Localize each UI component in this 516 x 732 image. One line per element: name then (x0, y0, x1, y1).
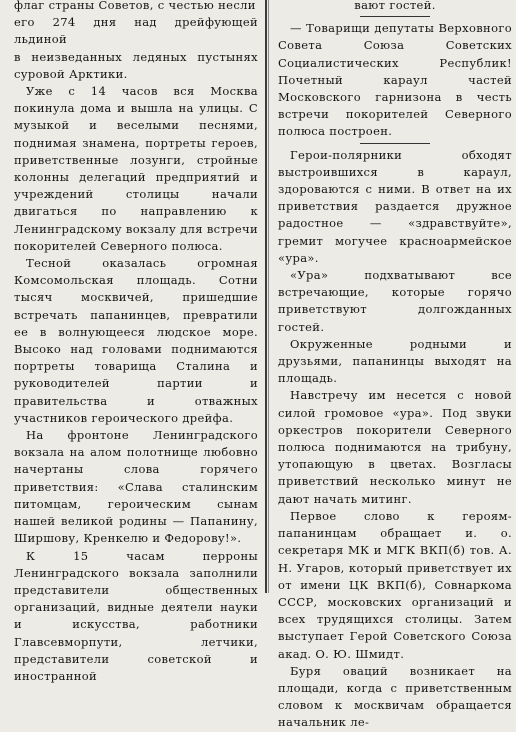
article-paragraph: флаг страны Советов, с честью несли его 274 дня над дрейфующей льдиной в неизведанных ледяных пустынях суровой Арктики. (14, 0, 258, 81)
separator-line (360, 16, 430, 17)
article-paragraph: Окруженные родными и друзьями, папанинцы выходят на площадь. (278, 336, 512, 386)
column-divider (265, 0, 267, 593)
article-paragraph: Буря оваций возникает на площади, когда с приветственным словом к москвичам обращается начальник ле- (278, 663, 512, 730)
left-column (14, 0, 258, 683)
article-paragraph: Первое слово к героям-папанинцам обращает и. о. секретаря МК и МГК ВКП(б) тов. А. Н. Угаров, который приветствует их от имени ЦК ВКП(б), Совнаркома СССР, московских организаций и всех трудящихся столицы. Затем выступает Герой Советского Союза акад. О. Ю. Шмидт. (278, 508, 512, 661)
article-paragraph: «Ура» подхватывают все встречающие, которые горячо приветствуют долгожданных гостей. (278, 268, 512, 334)
article-paragraph: Тесной оказалась огромная Комсомольская площадь. Сотни тысяч москвичей, пришедшие встречать папанинцев, превратили ее в волнующееся людское море. Высоко над головами поднимаются портреты товарища Сталина и руководителей партии и правительства и отважных участников героического дрейфа. (14, 256, 258, 425)
article-paragraph: Герои-полярники обходят выстроившихся в караул, здороваются с ними. В ответ на их приветствия раздается дружное радостное — «здравствуйте», гремит могучее красноармейское «ура». (278, 147, 512, 265)
article-paragraph: К 15 часам перроны Ленинградского вокзала заполнили представители общественных организаций, видные деятели науки и искусства, работники Главсевморпути, летчики, представители советской и иностранной (14, 548, 258, 683)
separator-line (360, 143, 430, 144)
article-paragraph: Уже с 14 часов вся Москва покинула дома и вышла на улицы. С музыкой и веселыми песнями, поднимая знамена, портреты героев, приветственные лозунги, стройные колонны делегаций предприятий и учреждений столицы начали двигаться по направлению к Ленинградскому вокзалу для встречи покорителей Северного полюса. (14, 84, 258, 253)
right-column (278, 0, 512, 730)
article-paragraph: На фронтоне Ленинградского вокзала на алом полотнище любовно начертаны слова горячего приветствия: «Слава сталинским питомцам, героическим сынам нашей великой родины — Папанину, Ширшову, Кренкелю и Федорову!». (14, 428, 258, 546)
article-paragraph: вают гостей. (354, 0, 436, 12)
article-paragraph: Навстречу им несется с новой силой громовое «ура». Под звуки оркестров покорители Северного полюса поднимаются на трибуну, утопающую в цветах. Возгласы приветствий несколько минут не дают начать митинг. (278, 388, 512, 506)
column-divider-thin (268, 0, 269, 593)
article-paragraph: — Товарищи депутаты Верховного Совета Союза Советских Социалистических Республик! Почетный караул частей Московского гарнизона в честь встречи покорителей Северного полюса построен. (278, 21, 512, 139)
